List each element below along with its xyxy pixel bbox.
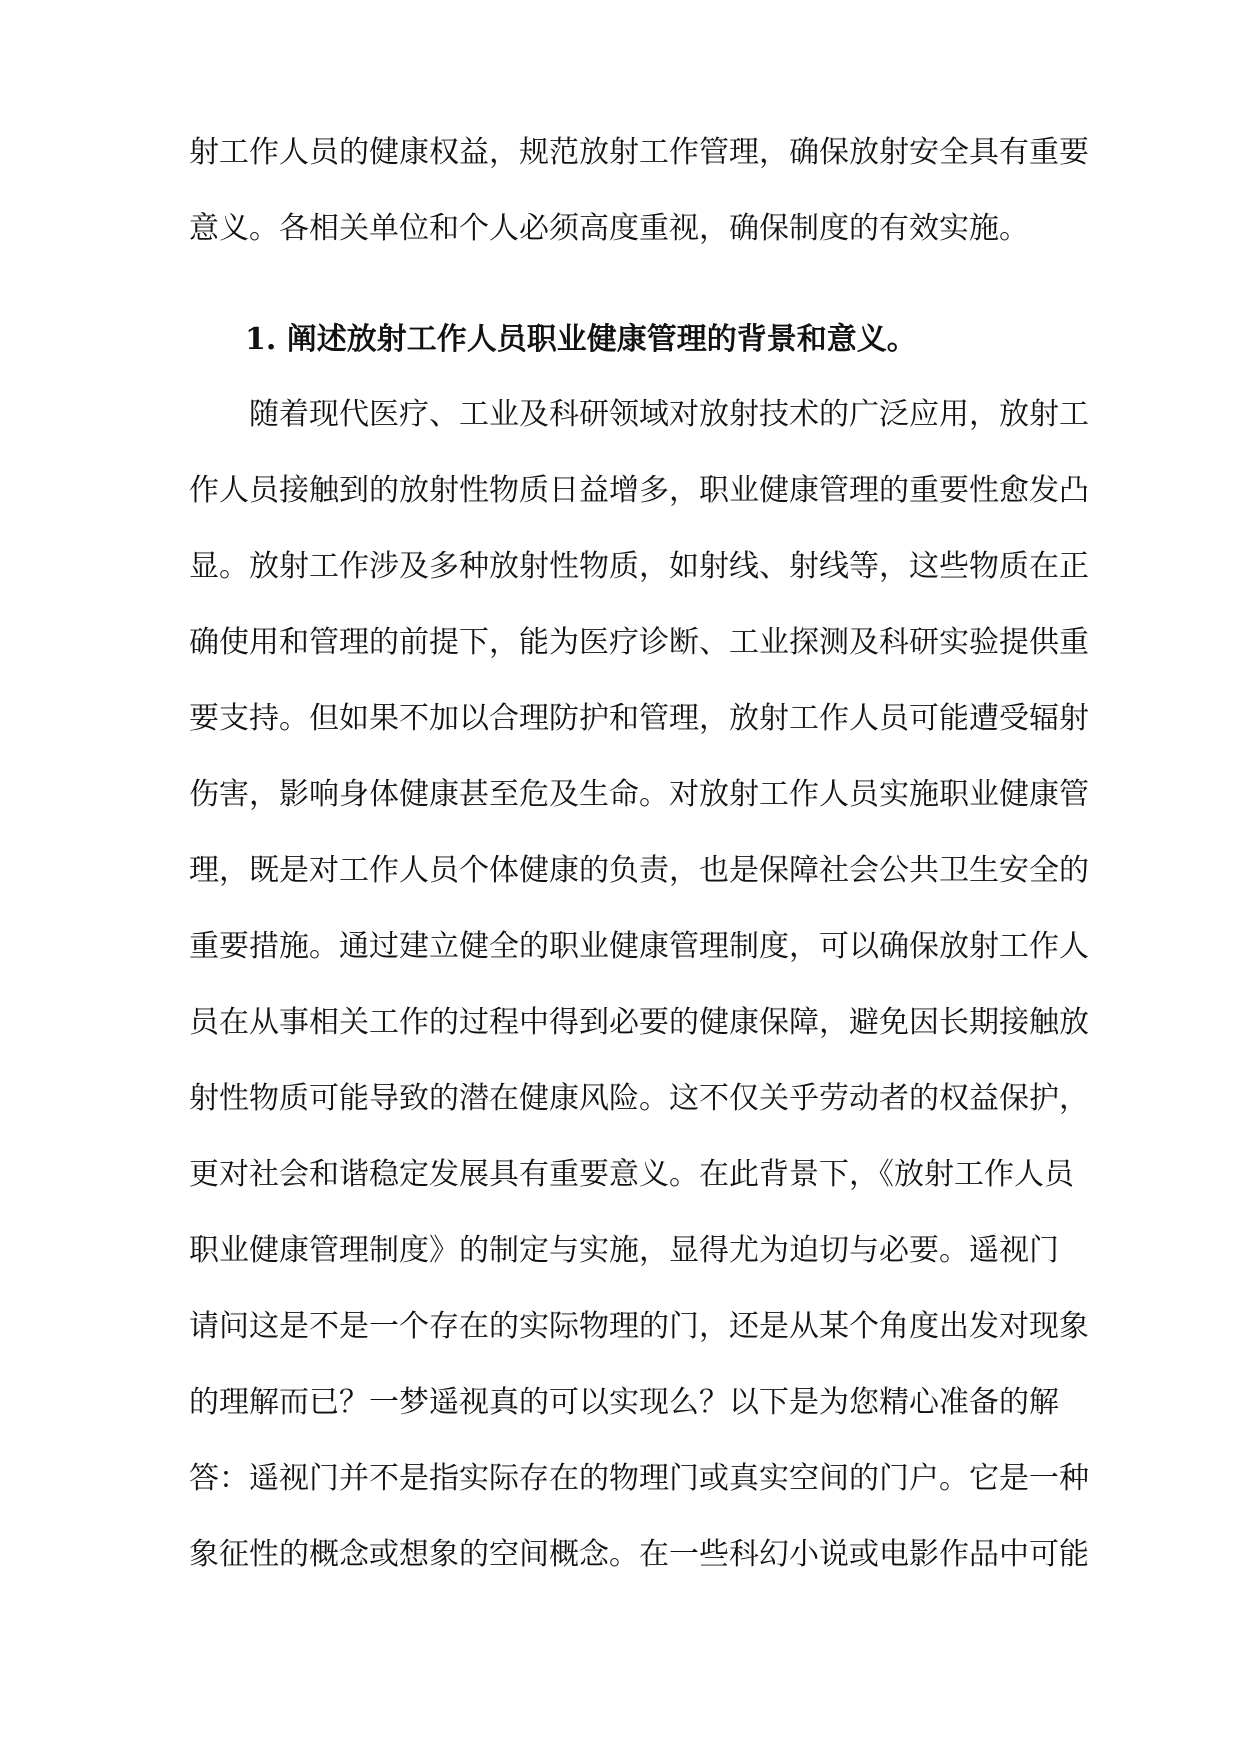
body-line-3: 显。放射工作涉及多种放射性物质，如射线、射线等，这些物质在正: [189, 549, 1089, 584]
body-line-6: 伤害，影响身体健康甚至危及生命。对放射工作人员实施职业健康管: [189, 777, 1089, 812]
intro-line-1: 射工作人员的健康权益，规范放射工作管理，确保放射安全具有重要: [189, 135, 1089, 170]
body-line-12: 职业健康管理制度》的制定与实施，显得尤为迫切与必要。遥视门: [189, 1233, 1059, 1268]
body-line-7: 理，既是对工作人员个体健康的负责，也是保障社会公共卫生安全的: [189, 853, 1089, 888]
body-line-14: 的理解而已？一梦遥视真的可以实现么？以下是为您精心准备的解: [189, 1385, 1059, 1420]
body-line-13: 请问这是不是一个存在的实际物理的门，还是从某个角度出发对现象: [189, 1309, 1089, 1344]
body-line-10: 射性物质可能导致的潜在健康风险。这不仅关乎劳动者的权益保护，: [189, 1081, 1089, 1116]
body-line-4: 确使用和管理的前提下，能为医疗诊断、工业探测及科研实验提供重: [189, 625, 1089, 660]
intro-line-2: 意义。各相关单位和个人必须高度重视，确保制度的有效实施。: [189, 211, 1029, 246]
body-line-9: 员在从事相关工作的过程中得到必要的健康保障，避免因长期接触放: [189, 1005, 1089, 1040]
section-heading: 1. 阐述放射工作人员职业健康管理的背景和意义。: [245, 322, 917, 357]
body-line-1: 随着现代医疗、工业及科研领域对放射技术的广泛应用，放射工: [189, 397, 1089, 432]
body-line-15: 答：遥视门并不是指实际存在的物理门或真实空间的门户。它是一种: [189, 1461, 1089, 1496]
body-line-8: 重要措施。通过建立健全的职业健康管理制度，可以确保放射工作人: [189, 929, 1089, 964]
body-line-11: 更对社会和谐稳定发展具有重要意义。在此背景下，《放射工作人员: [189, 1157, 1074, 1192]
body-line-16: 象征性的概念或想象的空间概念。在一些科幻小说或电影作品中可能: [189, 1537, 1089, 1572]
body-line-2: 作人员接触到的放射性物质日益增多，职业健康管理的重要性愈发凸: [189, 473, 1089, 508]
body-line-5: 要支持。但如果不加以合理防护和管理，放射工作人员可能遭受辐射: [189, 701, 1089, 736]
